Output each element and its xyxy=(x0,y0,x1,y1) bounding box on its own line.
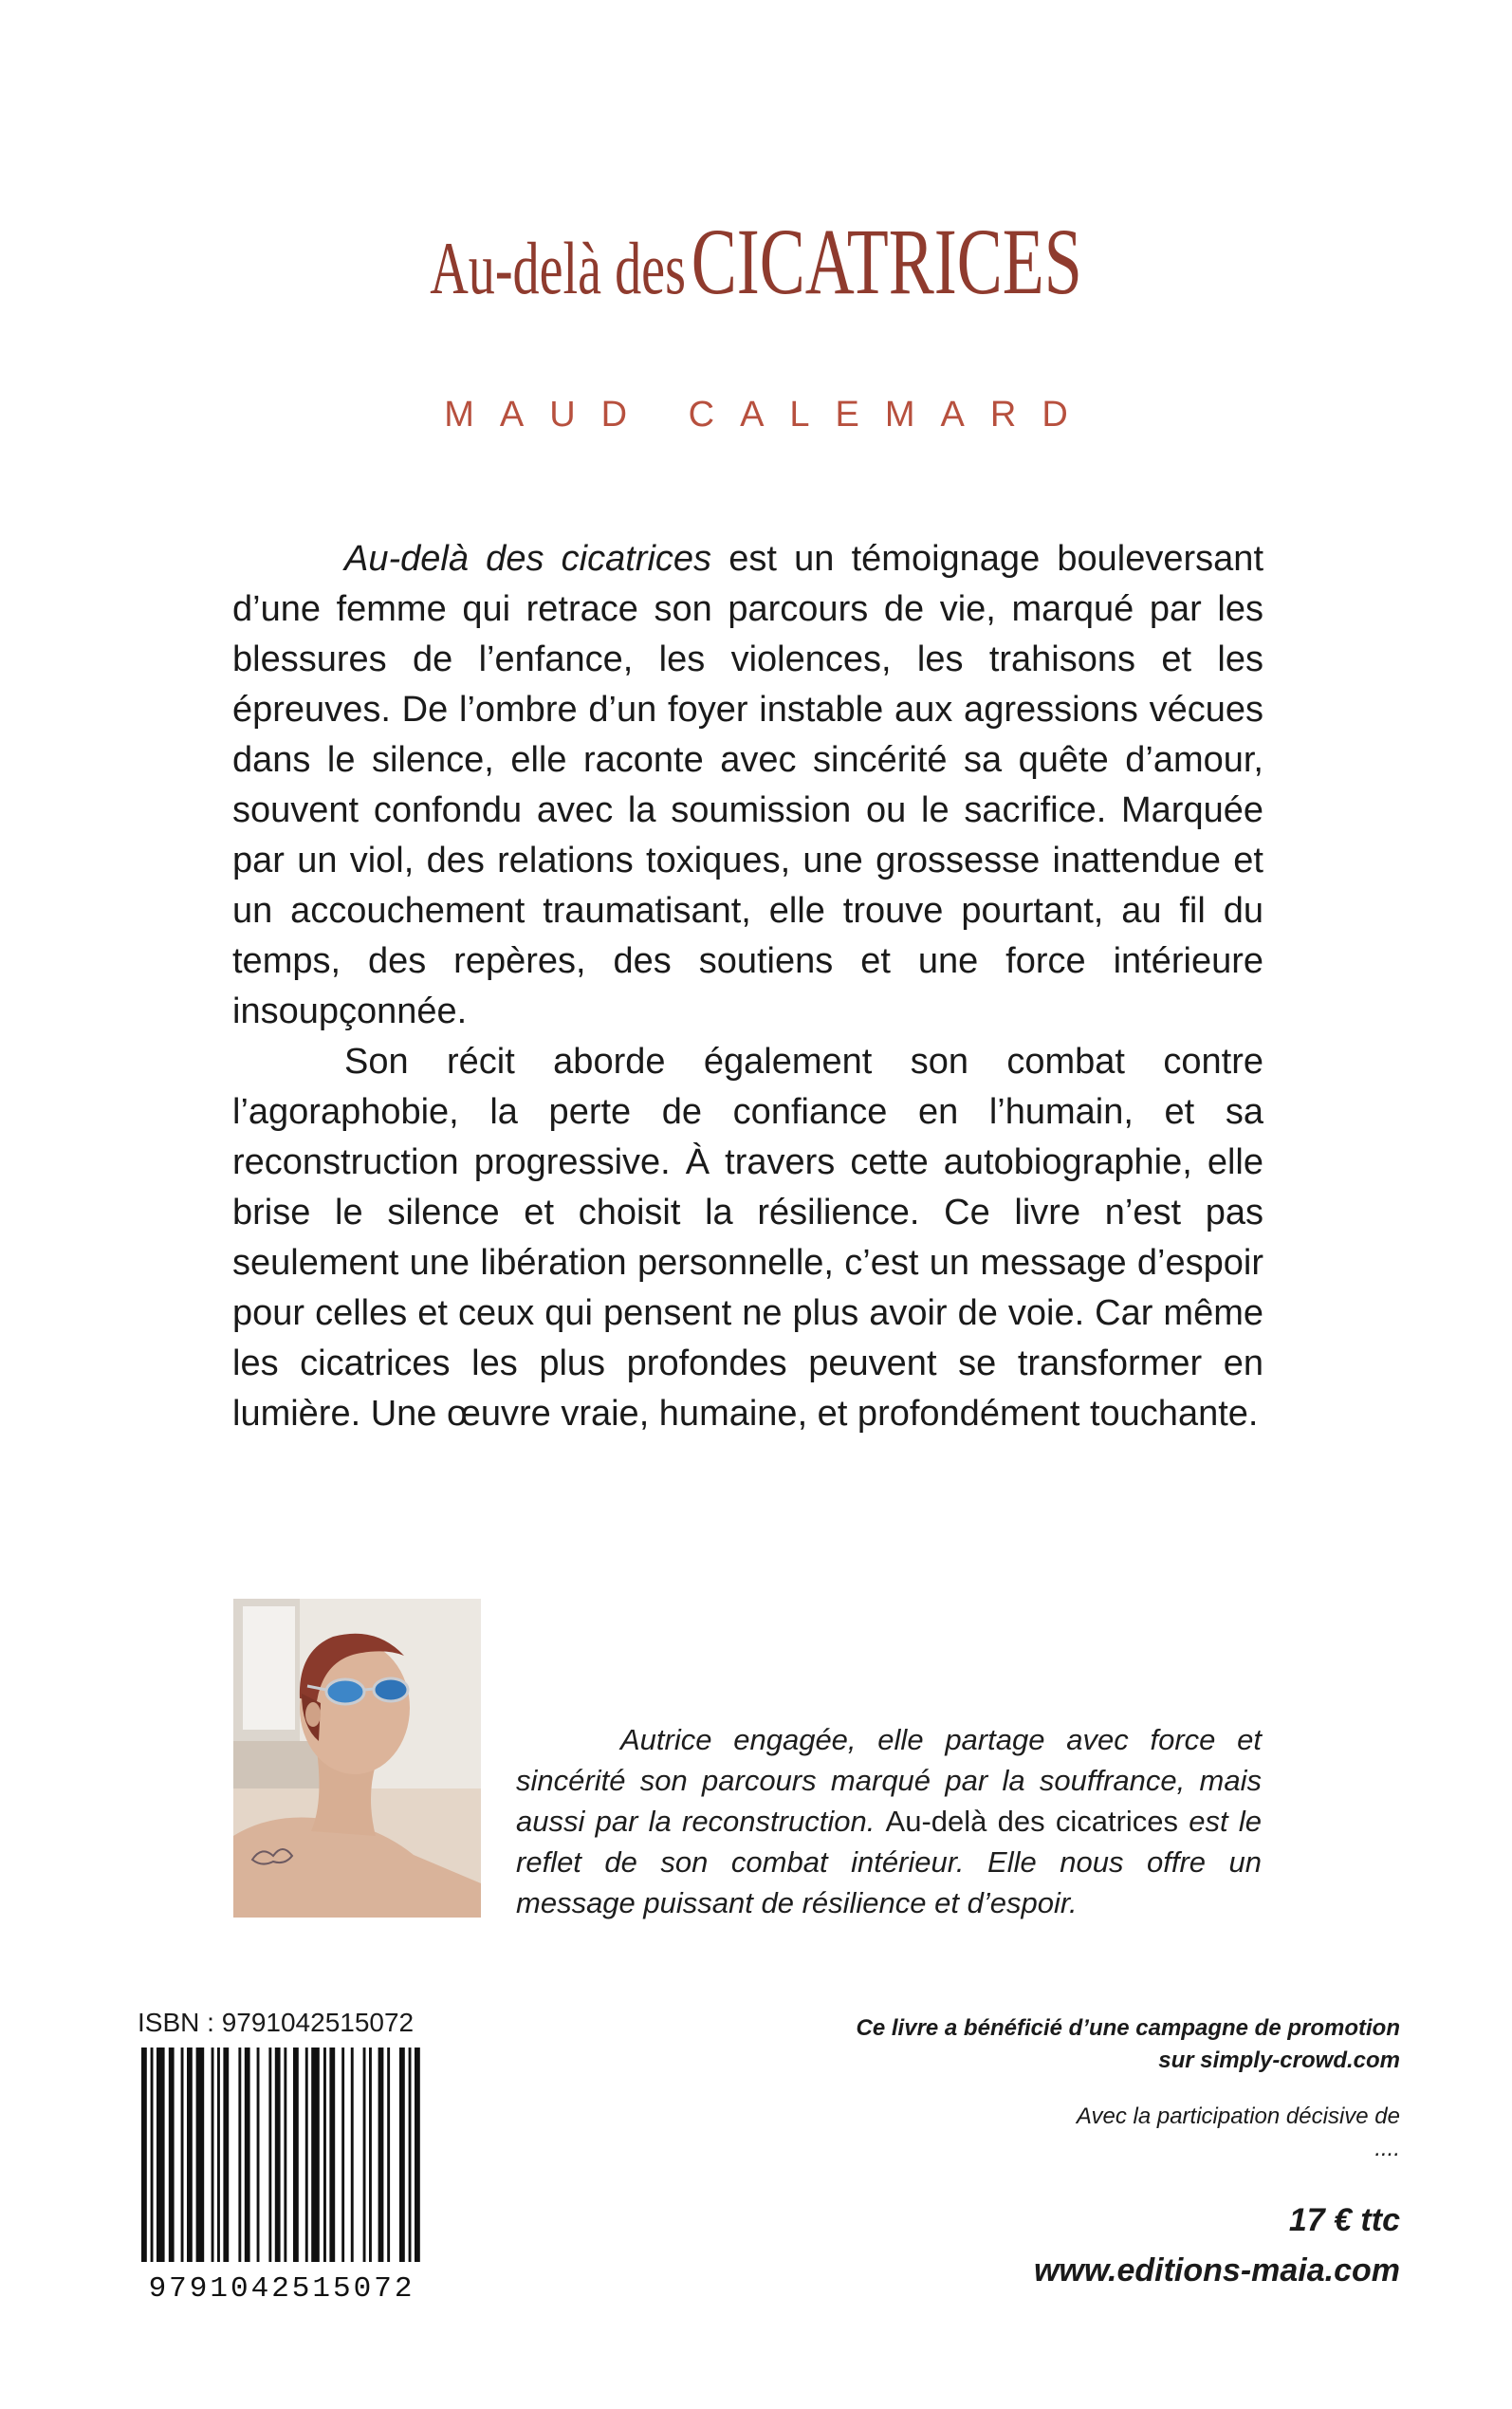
summary-p1-text: est un témoignage bouleversant d’une femme qui retrace son parcours de vie, marqué par les blessures de l’enfance, les violences, les trahisons et les épreuves. De l’ombre d’un foyer instable aux agressions vécues dans le silence, elle raconte avec sincérité sa quête d’amour, souvent confondu avec la soumission ou le sacrifice. Marquée par un viol, des relations toxiques, une grossesse inattendue et un accouchement traumatisant, elle trouve pourtant, au fil du temps, des repères, des soutiens et une force intérieure insoupçonnée. xyxy=(232,539,1263,1031)
barcode-bar xyxy=(311,2048,320,2262)
promotion-note xyxy=(736,2012,1400,2077)
barcode-bar xyxy=(169,2048,175,2262)
barcode-bar xyxy=(293,2048,299,2262)
bio-text-1: Autrice engagée, elle partage avec force et sincérité son parcours marqué par la souffrance, mais aussi par la reconstruction. xyxy=(516,1723,1262,1838)
barcode-digits: 9791042515072 xyxy=(148,2272,415,2300)
barcode-bar xyxy=(369,2048,372,2262)
barcode-bar xyxy=(257,2048,260,2262)
barcode-bar xyxy=(284,2048,286,2262)
barcode-bar xyxy=(217,2048,220,2262)
barcode-bar xyxy=(212,2048,214,2262)
barcode-bar xyxy=(363,2048,366,2262)
author-name: MAUD CALEMARD xyxy=(444,395,1094,435)
barcode-bar xyxy=(181,2048,184,2262)
barcode-bar xyxy=(245,2048,250,2262)
promo-line-2: sur simply-crowd.com xyxy=(1158,2048,1400,2073)
barcode-bar xyxy=(223,2048,229,2262)
barcode-bar xyxy=(351,2048,354,2262)
barcode-bar xyxy=(387,2048,390,2262)
title-part1: Au-delà des xyxy=(430,227,686,310)
barcode-bar xyxy=(157,2048,165,2262)
barcode-bar xyxy=(238,2048,241,2262)
bio-book-title: Au-delà des cicatrices xyxy=(885,1805,1179,1838)
bio-paragraph xyxy=(516,1719,1262,1923)
barcode-bar xyxy=(415,2048,420,2262)
book-title xyxy=(212,209,1300,315)
barcode-graphic xyxy=(138,2048,427,2300)
author-bio xyxy=(516,1719,1262,1923)
barcode-bar xyxy=(141,2048,147,2262)
barcode-bar xyxy=(329,2048,335,2262)
summary-paragraph-1 xyxy=(232,534,1263,1037)
isbn-label: ISBN : 9791042515072 xyxy=(138,2008,415,2037)
author-photo xyxy=(233,1599,481,1918)
barcode-bar xyxy=(378,2048,384,2262)
isbn-barcode xyxy=(138,2048,427,2300)
publisher-website: www.editions-maia.com xyxy=(1033,2252,1400,2289)
price: 17 € ttc xyxy=(1288,2202,1400,2238)
title-part2: CICATRICES xyxy=(691,209,1082,315)
barcode-bar xyxy=(275,2048,281,2262)
partner-line-1: Avec la participation décisive de xyxy=(1076,2103,1400,2129)
participation-note xyxy=(736,2101,1400,2165)
barcode-bar xyxy=(341,2048,344,2262)
barcode-bar xyxy=(409,2048,412,2262)
barcode-bar xyxy=(187,2048,193,2262)
summary-paragraph-2: Son récit aborde également son combat contre l’agoraphobie, la perte de confiance en l’humain, et sa reconstruction progressive. À travers cette autobiographie, elle brise le silence et choisit la résilience. Ce livre n’est pas seulement une libération personnelle, c’est un message d’espoir pour celles et ceux qui pensent ne plus avoir de voie. Car même les cicatrices les plus profondes peuvent se transformer en lumière. Une œuvre vraie, humaine, et profondément touchante. xyxy=(232,1042,1263,1434)
promo-line-1: Ce livre a bénéficié d’une campagne de promotion xyxy=(856,2015,1400,2041)
barcode-bar xyxy=(323,2048,326,2262)
barcode-bar xyxy=(305,2048,308,2262)
barcode-bar xyxy=(196,2048,205,2262)
barcode-bar xyxy=(268,2048,271,2262)
summary-book-title: Au-delà des cicatrices xyxy=(344,539,712,579)
barcode-bar xyxy=(151,2048,154,2262)
back-cover-summary xyxy=(232,534,1263,1439)
bio-text-2: est le reflet de son combat intérieur. Elle nous offre un message puissant de résilience et d’espoir. xyxy=(516,1805,1262,1919)
barcode-bar xyxy=(399,2048,405,2262)
partner-line-2: .... xyxy=(1374,2136,1400,2161)
